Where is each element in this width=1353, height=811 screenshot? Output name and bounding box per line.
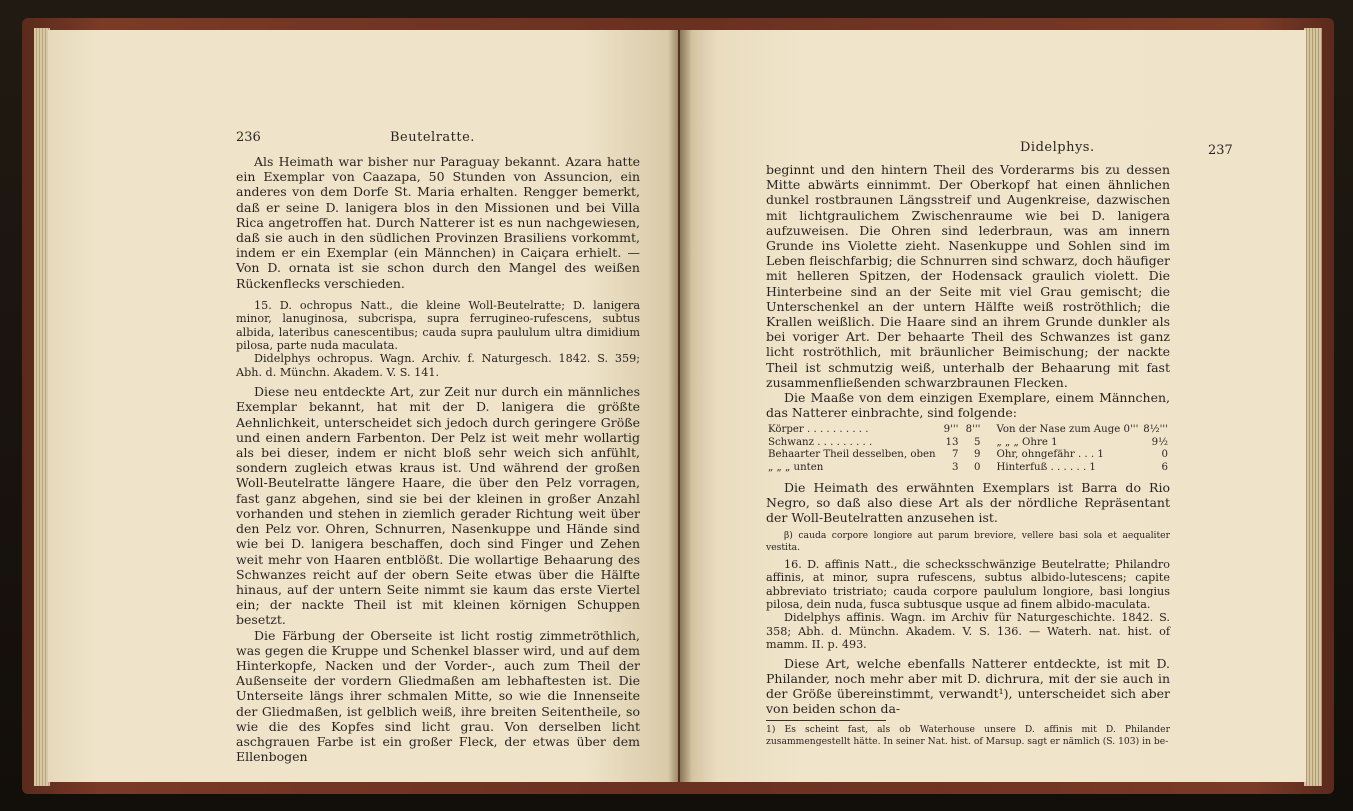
left-page xyxy=(48,30,678,782)
section-note: β) cauda corpore longiore aut parum breviore, vellere basi sola et aequaliter vestita. xyxy=(766,529,1170,553)
footnote-rule xyxy=(766,720,886,721)
right-text-block xyxy=(766,162,1170,748)
table-row: Behaarter Theil desselben, oben 7 9 Ohr, ohngefähr . . . 1 0 xyxy=(768,449,1168,461)
left-page-number: 236 xyxy=(236,130,261,145)
paragraph: Die Heimath des erwähnten Exemplars ist Barra do Rio Negro, so daß also diese Art als der nördliche Repräsentant der Woll-Beutelratten anzusehen ist. xyxy=(766,480,1170,526)
paragraph: Diese neu entdeckte Art, zur Zeit nur durch ein männliches Exemplar bekannt, hat mit der D. lanigera die größte Aehnlichkeit, unterscheidet sich jedoch durch geringere Größe und einen andern Farbenton. Der Pelz ist weit mehr wollartig als bei dieser, indem er nicht bloß sehr weich sich anfühlt, sondern zugleich etwas kraus ist. Und während der großen Woll-Beutelratte längere Haare, die über den Pelz vorragen, fast ganz abgehen, sind sie bei der kleinen in großer Anzahl vorhanden und stehen in ziemlich gerader Richtung weit über den Pelz vor. Ohren, Schnurren, Nasenkuppe und Hände sind wie bei D. lanigera beschaffen, doch sind Finger und Zehen weit mehr von Haaren entblößt. Die wollartige Behaarung des Schwanzes reicht auf der obern Seite etwas über die Hälfte hinaus, auf der untern Seite nimmt sie kaum das erste Viertel ein; der nackte Theil ist mit kleinen körnigen Schuppen besetzt. xyxy=(236,384,640,628)
paragraph: Als Heimath war bisher nur Paraguay bekannt. Azara hatte ein Exemplar von Caazapa, 50 Stunden von Assuncion, ein anderes von dem Dorfe St. Maria erhalten. Rengger bemerkt, daß er seine D. lanigera blos in den Missionen und bei Villa Rica angetroffen hat. Durch Natterer ist es nun nachgewiesen, daß sie auch in den südlichen Provinzen Brasiliens vorkommt, indem er ein Exemplar (ein Männchen) in Caiçara erhielt. — Von D. ornata ist sie schon durch den Mangel des weißen Rückenflecks verschieden. xyxy=(236,154,640,291)
paragraph: Diese Art, welche ebenfalls Natterer entdeckte, ist mit D. Philander, noch mehr aber mit D. dichrura, mit der sie auch in der Größe übereinstimmt, verwandt¹), unterscheidet sich aber von beiden schon da- xyxy=(766,655,1170,717)
reference: Didelphys affinis. Wagn. im Archiv für Naturgeschichte. 1842. S. 358; Abh. d. Münchn. Akadem. V. S. 136. — Waterh. nat. hist. of mamm. II. p. 493. xyxy=(766,611,1170,652)
paragraph: beginnt und den hintern Theil des Vorderarms bis zu dessen Mitte abwärts einnimmt. Der Oberkopf hat einen ähnlichen dunkel rostbraunen Längsstreif und Augenkreise, dazwischen mit lichtgraulichem Zwischenraume wie bei D. lanigera aufzuweisen. Die Ohren sind lederbraun, was am innern Grunde ins Violette zieht. Nasenkuppe und Sohlen sind im Leben fleischfarbig; die Schnurren sind schwarz, doch häufiger mit helleren Spitzen, der Hodensack graulich violett. Die Hinterbeine sind an der Seite mit viel Grau gemischt; die Unterschenkel an der untern Hälfte weiß roströthlich; die Krallen weißlich. Die Haare sind an ihrem Grunde dunkler als bei voriger Art. Der behaarte Theil des Schwanzes ist ganz licht roströthlich, mit bräunlicher Beimischung; der nackte Theil ist schmutzig weiß, unterhalb der Behaarung mit fast zusammenfließenden schwarzbraunen Flecken. xyxy=(766,162,1170,390)
measurements-table xyxy=(766,424,1170,474)
left-running-head: Beutelratte. xyxy=(390,130,475,145)
species-heading: 15. D. ochropus Natt., die kleine Woll-Beutelratte; D. lanigera minor, lanuginosa, subcrispa, supra ferrugineo-rufescens, subtus albida, lateribus canescentibus; cauda supra paululum ultra dimidium pilosa, parte nuda maculata. xyxy=(236,298,640,353)
right-running-head: Didelphys. xyxy=(1020,140,1095,155)
reference: Didelphys ochropus. Wagn. Archiv. f. Naturgesch. 1842. S. 359; Abh. d. Münchn. Akadem. V. S. 141. xyxy=(236,352,640,379)
book-gutter xyxy=(668,30,692,782)
table-row: „ „ „ unten 3 0 Hinterfuß . . . . . . 1 6 xyxy=(768,461,1168,473)
table-row: Schwanz . . . . . . . . . 13 5 „ „ „ Ohre 1 9½ xyxy=(768,436,1168,448)
footnote: 1) Es scheint fast, als ob Waterhouse unsere D. affinis mit D. Philander zusammengestellt hätte. In seiner Nat. hist. of Marsup. sagt er nämlich (S. 103) in be- xyxy=(766,724,1170,748)
left-text-block xyxy=(236,154,640,764)
right-page-edges xyxy=(1304,28,1322,786)
paragraph: Die Maaße von dem einzigen Exemplare, einem Männchen, das Natterer einbrachte, sind folgende: xyxy=(766,390,1170,421)
table-row: Körper . . . . . . . . . . 9''' 8''' Von der Nase zum Auge 0''' 8½''' xyxy=(768,424,1168,436)
right-page xyxy=(680,30,1306,782)
paragraph: Die Färbung der Oberseite ist licht rostig zimmetröthlich, was gegen die Kruppe und Schenkel blasser wird, und auf dem Hinterkopfe, Nacken und der Vorder-, auch zum Theil der Außenseite der vordern Gliedmaßen am lebhaftesten ist. Die Unterseite längs ihrer schmalen Mitte, so wie die Innenseite der Gliedmaßen, ist gelblich weiß, ihre breiten Seitentheile, so wie die des Kopfes sind licht grau. Von derselben licht aschgrauen Farbe ist ein großer Fleck, der etwas über dem Ellenbogen xyxy=(236,627,640,765)
right-page-number: 237 xyxy=(1208,143,1233,158)
species-heading: 16. D. affinis Natt., die schecksschwänzige Beutelratte; Philandro affinis, at minor, supra rufescens, subtus albido-lutescens; capite abbreviato tristriato; cauda corpore paululum longiore, basi longius pilosa, dein nuda, fusca subtusque usque ad finem albido-maculata. xyxy=(766,557,1170,611)
